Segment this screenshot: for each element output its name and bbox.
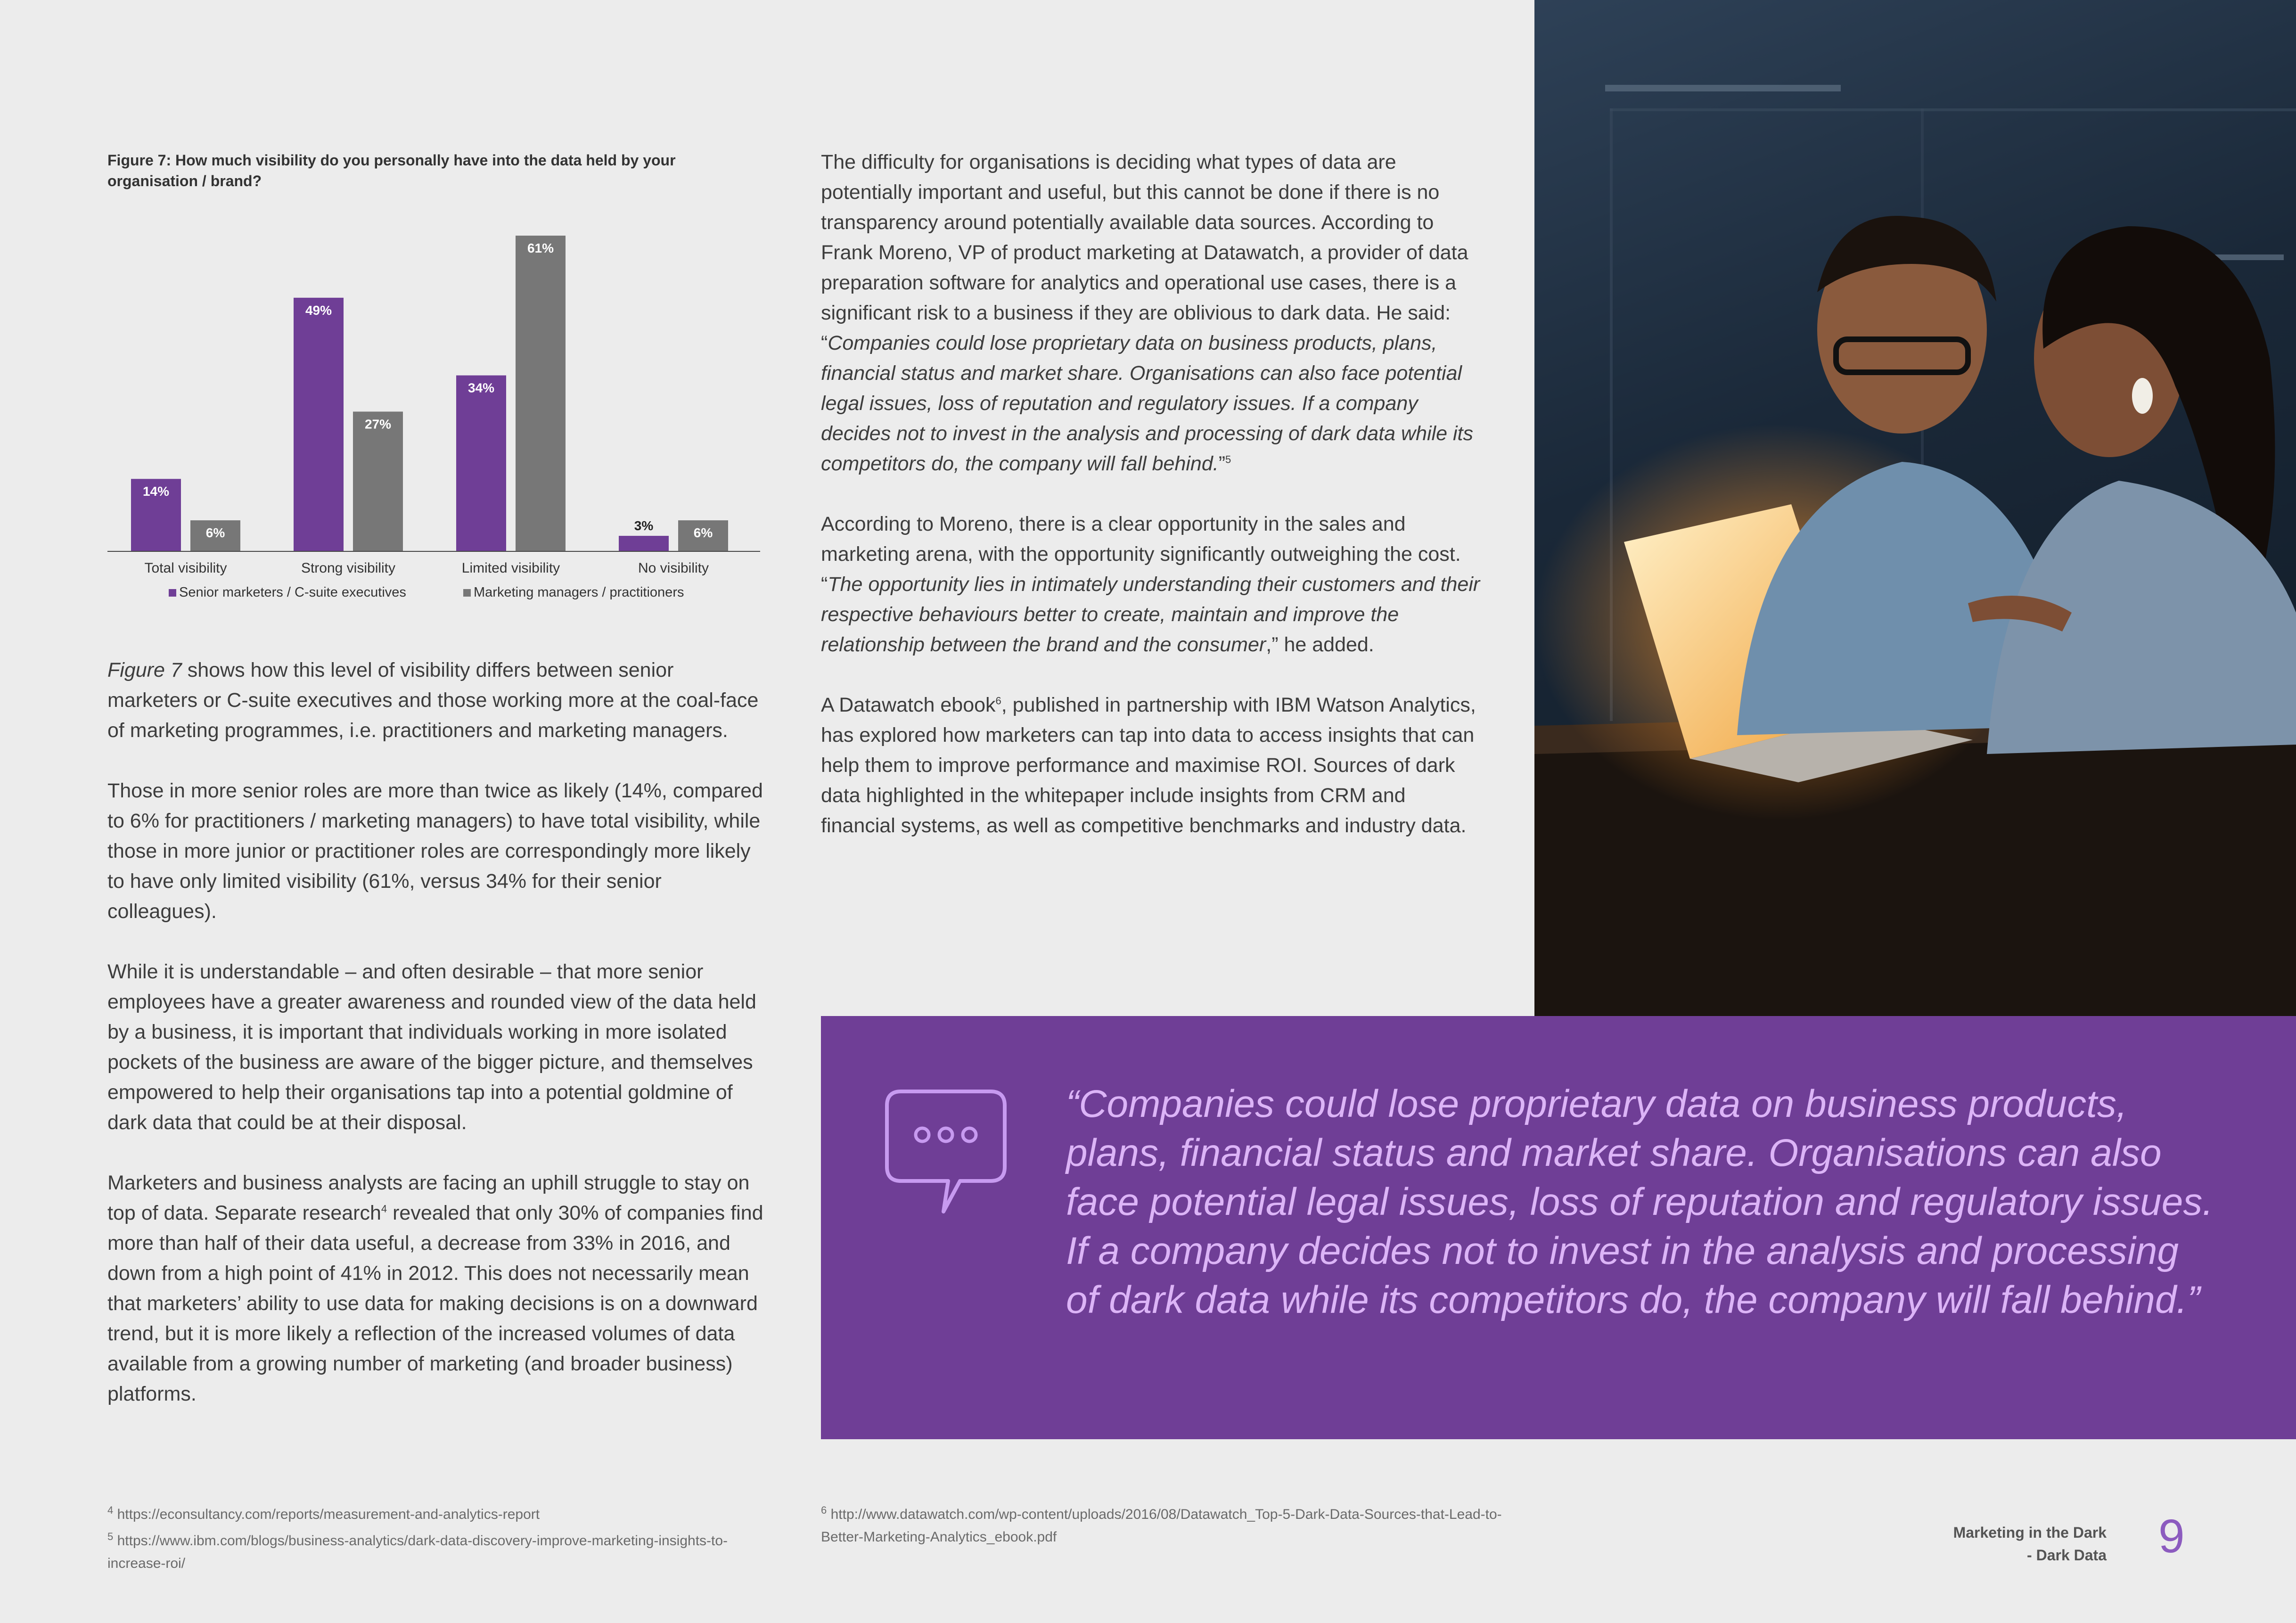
data-label: 6% <box>205 525 225 541</box>
pull-quote-text: “Companies could lose proprietary data on business products, plans, financial status and market share. Organisations can also face potential legal issues, loss of reputation and regulatory issues. If a company decides not to invest in the analysis and processing of dark data while its competitors do, the company will fall behind.” <box>1066 1082 2214 1321</box>
data-label: 3% <box>634 518 654 533</box>
footnote: $^4$ https://econsultancy.com/reports/measurement-and-analytics-report <box>107 1504 540 1522</box>
page-number: 9 <box>2158 1510 2185 1563</box>
footnotes-middle <box>821 1503 1518 1552</box>
legend-swatch <box>463 589 471 597</box>
paragraph: Marketers and business analysts are facing an uphill struggle to stay on top of data. Separate research$^4$ revealed that only 30% of companies find more than half of their data useful, a decrease from 33% in 2016, and down from a high point of 41% in 2012. This does not necessarily mean that marketers’ ability to use data for making decisions is on a downward trend, but it is more likely a reflection of the increased volumes of data available from a growing number of marketing (and broader business) platforms. <box>107 1172 763 1405</box>
figure-title: Figure 7: How much visibility do you personally have into the data held by your organisation / brand? <box>107 152 676 189</box>
paragraph: A Datawatch ebook$^6$, published in partnership with IBM Watson Analytics, has explored how marketers can tap into data to access insights that can help them to improve performance and maximise ROI. Sources of dark data highlighted in the whitepaper include insights from CRM and financial systems, as well as competitive benchmarks and industry data. <box>821 694 1476 837</box>
category-label: No visibility <box>638 560 709 576</box>
footnote: $^6$ http://www.datawatch.com/wp-content/uploads/2016/08/Datawatch_Top-5-Dark-Data-Sources-that-Lead-to-Better-Marketing-Analytics_ebook.pdf <box>821 1504 1502 1545</box>
paragraph: While it is understandable – and often desirable – that more senior employees have a greater awareness and rounded view of the data held by a business, it is important that individuals working in more isolated pockets of the business are aware of the bigger picture, and themselves empowered to help their organisations tap into a potential goldmine of dark data that could be at their disposal. <box>107 960 756 1134</box>
speech-bubble-icon <box>882 1087 1009 1214</box>
legend-swatch <box>169 589 176 597</box>
paragraph: The difficulty for organisations is deciding what types of data are potentially important and useful, but this cannot be done if there is no transparency around potentially available data sources. According to Frank Moreno, VP of product marketing at Datawatch, a provider of data preparation software for analytics and operational use cases, there is a significant risk to a business if they are oblivious to dark data. He said: “Companies could lose proprietary data on business products, plans, financial status and market share. Organisations can also face potential legal issues, loss of reputation and regulatory issues. If a company decides not to invest in the analysis and processing of dark data while its competitors do, the company will fall behind.”$^5$ <box>821 151 1473 475</box>
left-column-text <box>107 655 767 1409</box>
bar-managers <box>353 411 403 551</box>
office-photo <box>1534 0 2296 1016</box>
bar-managers <box>516 236 566 551</box>
legend-label: Marketing managers / practitioners <box>474 585 684 600</box>
data-label: 49% <box>305 303 332 318</box>
bar-senior <box>294 298 344 551</box>
data-label: 6% <box>693 525 713 541</box>
data-label: 34% <box>467 380 495 395</box>
category-label: Limited visibility <box>461 560 560 576</box>
bar-chart <box>107 221 767 617</box>
paragraph: Figure 7 shows how this level of visibility differs between senior marketers or C-suite executives and those working more at the coal-face of marketing programmes, i.e. practitioners and marketing managers. <box>107 659 759 742</box>
data-label: 14% <box>142 484 170 499</box>
category-label: Total visibility <box>144 560 227 576</box>
footnotes-left <box>107 1503 767 1579</box>
bar-senior <box>456 376 506 551</box>
bar-senior <box>619 536 669 551</box>
data-label: 27% <box>364 417 392 432</box>
data-label: 61% <box>527 241 554 255</box>
photo-illustration <box>1534 0 2296 1016</box>
category-label: Strong visibility <box>301 560 396 576</box>
footer-title: Marketing in the Dark - Dark Data <box>1953 1524 2107 1564</box>
footnote: $^5$ https://www.ibm.com/blogs/business-analytics/dark-data-discovery-improve-marketing-insights-to-increase-roi/ <box>107 1531 728 1571</box>
pull-quote-box <box>821 1016 2296 1439</box>
paragraph: Those in more senior roles are more than twice as likely (14%, compared to 6% for practitioners / marketing managers) to have total visibility, while those in more junior or practitioner roles are correspondingly more likely to have only limited visibility (61%, versus 34% for their senior colleagues). <box>107 779 763 923</box>
legend-label: Senior marketers / C-suite executives <box>179 585 406 600</box>
middle-column-text <box>821 147 1481 841</box>
paragraph: According to Moreno, there is a clear opportunity in the sales and marketing arena, with the opportunity significantly outweighing the cost. “The opportunity lies in intimately understanding their customers and their respective behaviours better to create, maintain and improve the relationship between the brand and the consumer,” he added. <box>821 513 1480 656</box>
